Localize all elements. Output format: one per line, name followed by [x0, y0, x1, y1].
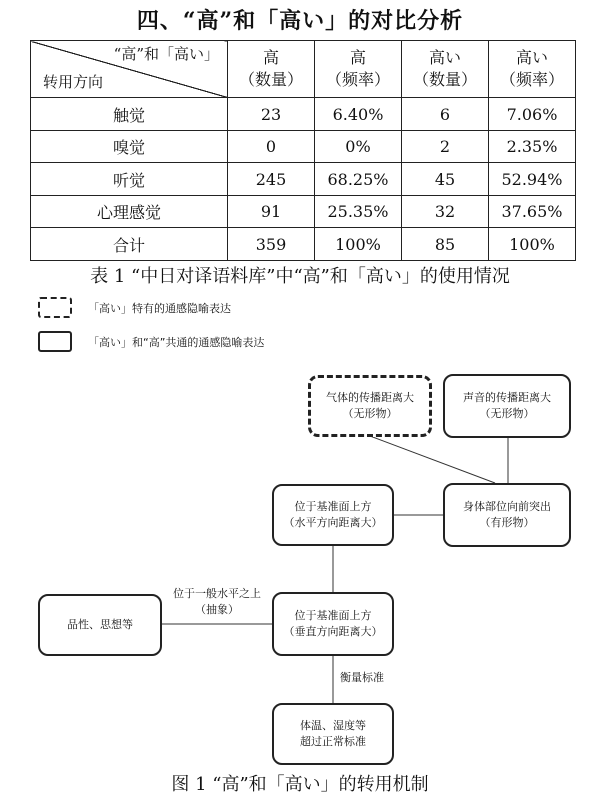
column-header: 高 （频率）: [315, 41, 402, 98]
table-cell: 32: [402, 196, 489, 228]
row-label: 心理感觉: [31, 196, 228, 228]
row-label: 嗅觉: [31, 131, 228, 163]
table-cell: 25.35%: [315, 196, 402, 228]
node-temperature: 体温、湿度等 超过正常标准: [272, 703, 394, 765]
row-label: 听觉: [31, 163, 228, 196]
table-cell: 91: [228, 196, 315, 228]
column-header: 高 （数量）: [228, 41, 315, 98]
figure-caption: 图 1 “高”和「高い」的转用机制: [171, 774, 429, 795]
table-cell: 37.65%: [489, 196, 576, 228]
legend-solid-text: 「高い」和“高”共通的通感隐喻表达: [88, 335, 265, 349]
node-vertical: 位于基准面上方 （垂直方向距离大）: [272, 592, 394, 656]
legend-dashed-text: 「高い」特有的通感隐喻表达: [88, 301, 231, 315]
header-diag-bottom: 转用方向: [43, 73, 104, 91]
table-cell: 359: [228, 228, 315, 261]
node-gas: 气体的传播距离大 （无形物）: [308, 375, 432, 437]
table-cell: 23: [228, 98, 315, 131]
table-cell: 45: [402, 163, 489, 196]
node-character: 品性、思想等: [38, 594, 162, 656]
table-cell: 0%: [315, 131, 402, 163]
table-cell: 2.35%: [489, 131, 576, 163]
edge-label-measure: 衡量标准: [340, 671, 384, 684]
table-cell: 0: [228, 131, 315, 163]
table-cell: 2: [402, 131, 489, 163]
section-title: 四、“高”和「高い」的对比分析: [136, 8, 464, 34]
table-cell: 245: [228, 163, 315, 196]
table-cell: 68.25%: [315, 163, 402, 196]
node-body: 身体部位向前突出 （有形物）: [443, 483, 571, 547]
column-header: 高い （数量）: [402, 41, 489, 98]
edge-label-abstract: 位于一般水平之上 （抽象）: [162, 586, 272, 618]
row-label: 触觉: [31, 98, 228, 131]
table-caption: 表 1 “中日对译语料库”中“高”和「高い」的使用情况: [90, 266, 510, 287]
node-horizontal: 位于基准面上方 （水平方向距离大）: [272, 484, 394, 546]
table-cell: 7.06%: [489, 98, 576, 131]
table-cell: 52.94%: [489, 163, 576, 196]
table-cell: 6.40%: [315, 98, 402, 131]
edge-gas-body: [370, 436, 495, 483]
column-header: 高い （频率）: [489, 41, 576, 98]
table-cell: 100%: [315, 228, 402, 261]
table-cell: 85: [402, 228, 489, 261]
row-label: 合计: [31, 228, 228, 261]
table-cell: 6: [402, 98, 489, 131]
table-cell: 100%: [489, 228, 576, 261]
header-diag-top: “高”和「高い」: [113, 45, 219, 63]
node-sound: 声音的传播距离大 （无形物）: [443, 374, 571, 438]
